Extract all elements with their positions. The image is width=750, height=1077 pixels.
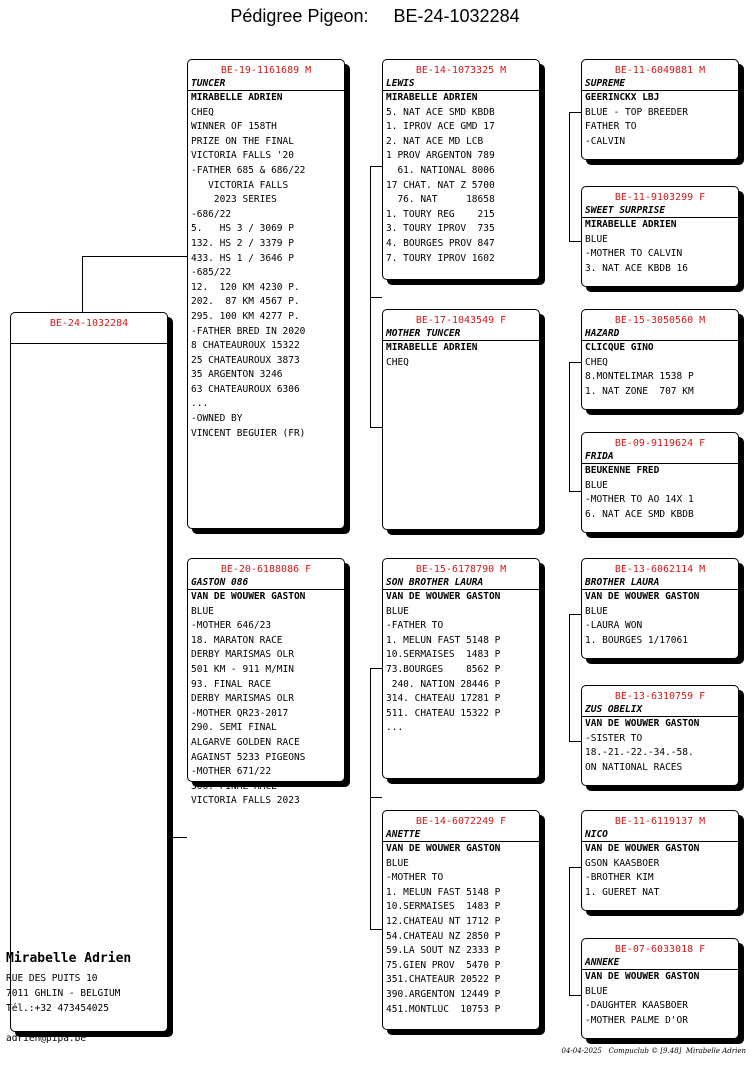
owner-name: MIRABELLE ADRIEN bbox=[386, 342, 478, 353]
info-line: 59.LA SOUT NZ 2333 P bbox=[386, 945, 501, 957]
pigeon-name: ANNEKE bbox=[582, 957, 738, 970]
info-line: 2. NAT ACE MD LCB bbox=[386, 135, 484, 147]
info-line: -MOTHER TO CALVIN bbox=[585, 248, 683, 260]
info-line: 1. BOURGES 1/17061 bbox=[585, 634, 688, 646]
connector bbox=[569, 362, 570, 492]
info-line: -FATHER 685 & 686/22 bbox=[191, 164, 306, 176]
print-stamp: 04-04-2025 Compuclub © [9.48] Mirabelle Adrien bbox=[561, 1047, 746, 1055]
ring-number: BE-11-9103299 F bbox=[614, 192, 706, 203]
info-line: 2023 SERIES bbox=[191, 194, 277, 206]
owner-name: VAN DE WOUWER GASTON bbox=[585, 843, 700, 854]
info-line: 5. NAT ACE SMD KBDB bbox=[386, 106, 495, 118]
info-line: 17 CHAT. NAT Z 5700 bbox=[386, 179, 495, 191]
pigeon-name: SUPREME bbox=[582, 78, 738, 91]
sire-dam-dam-card[interactable] bbox=[581, 432, 739, 533]
ring-number: BE-11-6049881 M bbox=[614, 65, 706, 76]
owner-name: VAN DE WOUWER GASTON bbox=[191, 591, 306, 602]
pigeon-name: BROTHER LAURA bbox=[582, 577, 738, 590]
info-line: 511. CHATEAU 15322 P bbox=[386, 707, 501, 719]
info-line: 8 CHATEAUROUX 15322 bbox=[191, 340, 300, 352]
sire-sire-dam-card[interactable] bbox=[581, 186, 739, 287]
owner-name: MIRABELLE ADRIEN bbox=[191, 92, 283, 103]
info-line: 390.ARGENTON 12449 P bbox=[386, 988, 501, 1000]
pigeon-name: ANETTE bbox=[383, 829, 539, 842]
info-line: 1. MELUN FAST 5148 P bbox=[386, 886, 501, 898]
info-line: VINCENT BEGUIER (FR) bbox=[191, 427, 306, 439]
sire-dam-sire-card[interactable] bbox=[581, 309, 739, 410]
pigeon-name: SWEET SURPRISE bbox=[582, 205, 738, 218]
info-line: BLUE bbox=[386, 857, 409, 869]
dam-sire-sire-card[interactable] bbox=[581, 558, 739, 659]
info-line: 61. NATIONAL 8006 bbox=[386, 164, 495, 176]
pigeon-name: NICO bbox=[582, 829, 738, 842]
info-line: DERBY MARISMAS OLR bbox=[191, 693, 294, 705]
info-line: 501 KM - 911 M/MIN bbox=[191, 663, 294, 675]
owner-name: CLICQUE GINO bbox=[585, 342, 654, 353]
owner-name: GEERINCKX LBJ bbox=[585, 92, 660, 103]
info-line: ON NATIONAL RACES bbox=[585, 761, 683, 773]
info-line: -MOTHER QR23-2017 bbox=[191, 707, 289, 719]
ring-number: BE-14-1073325 M bbox=[415, 65, 507, 76]
info-line: CHEQ bbox=[585, 356, 608, 368]
breeder-address: RUE DES PUITS 10 bbox=[6, 973, 98, 984]
pigeon-name: HAZARD bbox=[582, 328, 738, 341]
info-line: ALGARVE GOLDEN RACE bbox=[191, 736, 300, 748]
info-line: CHEQ bbox=[191, 106, 214, 118]
info-line: -686/22 bbox=[191, 208, 232, 220]
sire-card[interactable] bbox=[187, 59, 345, 529]
info-line: 8.MONTELIMAR 1538 P bbox=[585, 371, 694, 383]
info-line: -MOTHER TO bbox=[386, 872, 444, 884]
dam-sire-dam-card[interactable] bbox=[581, 685, 739, 786]
info-line: -MOTHER 671/22 bbox=[191, 766, 272, 778]
connector bbox=[569, 741, 581, 742]
dam-sire-card[interactable] bbox=[382, 558, 540, 779]
owner-name: VAN DE WOUWER GASTON bbox=[386, 591, 501, 602]
connector bbox=[569, 362, 581, 363]
info-line: FATHER TO bbox=[585, 121, 637, 133]
subject-card[interactable] bbox=[10, 312, 168, 1032]
connector bbox=[370, 668, 382, 669]
info-line: BLUE bbox=[191, 605, 214, 617]
info-line: 18. MARATON RACE bbox=[191, 634, 283, 646]
connector bbox=[569, 491, 581, 492]
ring-number: BE-17-1043549 F bbox=[415, 315, 507, 326]
connector bbox=[569, 614, 581, 615]
info-line: 73.BOURGES 8562 P bbox=[386, 663, 501, 675]
ring-number: BE-15-6178790 M bbox=[415, 564, 507, 575]
info-line: -MOTHER PALME D'OR bbox=[585, 1014, 688, 1026]
info-line: -OWNED BY bbox=[191, 413, 243, 425]
ring-number: BE-14-6072249 F bbox=[415, 816, 507, 827]
ring-number: BE-24-1032284 bbox=[49, 318, 129, 329]
pigeon-name: MOTHER TUNCER bbox=[383, 328, 539, 341]
info-line: 75.GIEN PROV 5470 P bbox=[386, 959, 501, 971]
connector bbox=[569, 241, 581, 242]
info-line: 6. NAT ACE SMD KBDB bbox=[585, 508, 694, 520]
info-line: 63 CHATEAUROUX 6306 bbox=[191, 383, 300, 395]
connector bbox=[569, 867, 570, 996]
info-line: AGAINST 5233 PIGEONS bbox=[191, 751, 306, 763]
info-line: 290. SEMI FINAL bbox=[191, 722, 277, 734]
info-line: ... bbox=[386, 722, 404, 734]
connector bbox=[370, 797, 382, 798]
pigeon-name: GASTON 086 bbox=[188, 577, 344, 590]
info-line: 351.CHATEAUR 20522 P bbox=[386, 974, 501, 986]
owner-name: VAN DE WOUWER GASTON bbox=[386, 843, 501, 854]
connector bbox=[569, 995, 581, 996]
connector bbox=[370, 427, 382, 428]
info-line: BLUE bbox=[585, 479, 608, 491]
pigeon-name: SON BROTHER LAURA bbox=[383, 577, 539, 590]
dam-dam-card[interactable] bbox=[382, 810, 540, 1030]
info-line: ... bbox=[191, 398, 209, 410]
ring-number: BE-09-9119624 F bbox=[614, 438, 706, 449]
info-line: -LAURA WON bbox=[585, 620, 643, 632]
pigeon-name: TUNCER bbox=[188, 78, 344, 91]
dam-dam-dam-card[interactable] bbox=[581, 938, 739, 1039]
info-line: 1. IPROV ACE GMD 17 bbox=[386, 121, 495, 133]
ring-number: BE-15-3050560 M bbox=[614, 315, 706, 326]
ring-number: BE-13-6062114 M bbox=[614, 564, 706, 575]
connector bbox=[569, 112, 581, 113]
connector bbox=[569, 867, 581, 868]
page-title: Pédigree Pigeon: BE-24-1032284 bbox=[230, 6, 520, 26]
info-line: BLUE - TOP BREEDER bbox=[585, 106, 688, 118]
owner-name: VAN DE WOUWER GASTON bbox=[585, 971, 700, 982]
connector bbox=[82, 256, 83, 314]
pigeon-name: FRIDA bbox=[582, 451, 738, 464]
info-line: 451.MONTLUC 10753 P bbox=[386, 1003, 501, 1015]
ring-number: BE-11-6119137 M bbox=[614, 816, 706, 827]
info-line: GSON KAASBOER bbox=[585, 857, 660, 869]
owner-name: BEUKENNE FRED bbox=[585, 465, 660, 476]
info-line: 54.CHATEAU NZ 2850 P bbox=[386, 930, 501, 942]
info-line: -DAUGHTER KAASBOER bbox=[585, 1000, 688, 1012]
info-line: 240. NATION 28446 P bbox=[386, 678, 501, 690]
info-line: 5. HS 3 / 3069 P bbox=[191, 223, 294, 235]
pigeon-name bbox=[11, 331, 167, 344]
info-line: -BROTHER KIM bbox=[585, 872, 654, 884]
info-line: BLUE bbox=[585, 985, 608, 997]
info-line: VICTORIA FALLS 2023 bbox=[191, 795, 300, 807]
info-line: 1. TOURY REG 215 bbox=[386, 208, 495, 220]
breeder-name: Mirabelle Adrien bbox=[6, 951, 132, 966]
info-line: 1. MELUN FAST 5148 P bbox=[386, 634, 501, 646]
info-line: 18.-21.-22.-34.-58. bbox=[585, 747, 694, 759]
sire-dam-card[interactable] bbox=[382, 309, 540, 530]
connector bbox=[370, 668, 371, 930]
owner-name: VAN DE WOUWER GASTON bbox=[585, 718, 700, 729]
info-line: -FATHER TO bbox=[386, 620, 444, 632]
info-line: 433. HS 1 / 3646 P bbox=[191, 252, 294, 264]
info-line: BLUE bbox=[585, 233, 608, 245]
info-line: 4. BOURGES PROV 847 bbox=[386, 237, 495, 249]
info-line: -SISTER TO bbox=[585, 732, 643, 744]
info-line: VICTORIA FALLS '20 bbox=[191, 150, 294, 162]
info-line: -FATHER BRED IN 2020 bbox=[191, 325, 306, 337]
info-line: -MOTHER TO AO 14X 1 bbox=[585, 494, 694, 506]
dam-card[interactable] bbox=[187, 558, 345, 807]
owner-name: MIRABELLE ADRIEN bbox=[585, 219, 677, 230]
breeder-email[interactable]: adrien@pipa.be bbox=[6, 1033, 87, 1044]
breeder-city: 7011 GHLIN - BELGIUM bbox=[6, 988, 121, 999]
info-line: -685/22 bbox=[191, 267, 232, 279]
connector bbox=[370, 166, 382, 167]
info-line: 10.SERMAISES 1483 P bbox=[386, 649, 501, 661]
ring-number: BE-13-6310759 F bbox=[614, 691, 706, 702]
owner-name: MIRABELLE ADRIEN bbox=[386, 92, 478, 103]
pigeon-name: LEWIS bbox=[383, 78, 539, 91]
connector bbox=[82, 256, 187, 257]
dam-dam-sire-card[interactable] bbox=[581, 810, 739, 911]
info-line: 314. CHATEAU 17281 P bbox=[386, 693, 501, 705]
info-line: 1 PROV ARGENTON 789 bbox=[386, 150, 495, 162]
info-line: 93. FINAL RACE bbox=[191, 678, 272, 690]
info-line: 3. TOURY IPROV 735 bbox=[386, 223, 495, 235]
info-line: 3. NAT ACE KBDB 16 bbox=[585, 262, 688, 274]
info-line: 7. TOURY IPROV 1602 bbox=[386, 252, 495, 264]
info-line: 295. 100 KM 4277 P. bbox=[191, 310, 300, 322]
info-line: 1. GUERET NAT bbox=[585, 886, 660, 898]
info-line: 12. 120 KM 4230 P. bbox=[191, 281, 300, 293]
ring-number: BE-07-6033018 F bbox=[614, 944, 706, 955]
info-line: CHEQ bbox=[386, 356, 409, 368]
info-line: 25 CHATEAUROUX 3873 bbox=[191, 354, 300, 366]
info-line: BLUE bbox=[386, 605, 409, 617]
info-line: VICTORIA FALLS bbox=[191, 179, 289, 191]
pigeon-name: ZUS OBELIX bbox=[582, 704, 738, 717]
info-line: 10.SERMAISES 1483 P bbox=[386, 901, 501, 913]
info-line: 12.CHATEAU NT 1712 P bbox=[386, 915, 501, 927]
info-line: 1. NAT ZONE 707 KM bbox=[585, 385, 694, 397]
connector bbox=[569, 614, 570, 742]
sire-sire-card[interactable] bbox=[382, 59, 540, 280]
info-line: DERBY MARISMAS OLR bbox=[191, 649, 294, 661]
info-line: -CALVIN bbox=[585, 135, 626, 147]
ring-number: BE-20-6188086 F bbox=[220, 564, 312, 575]
info-line: 35 ARGENTON 3246 bbox=[191, 369, 283, 381]
info-line: 132. HS 2 / 3379 P bbox=[191, 237, 294, 249]
ring-number: BE-19-1161689 M bbox=[220, 65, 312, 76]
sire-sire-sire-card[interactable] bbox=[581, 59, 739, 160]
info-line: -MOTHER 646/23 bbox=[191, 620, 272, 632]
info-line: BLUE bbox=[585, 605, 608, 617]
owner-name: VAN DE WOUWER GASTON bbox=[585, 591, 700, 602]
info-line: 76. NAT 18658 bbox=[386, 194, 495, 206]
connector bbox=[370, 297, 382, 298]
info-line: 306. FINAL RACE bbox=[191, 780, 277, 792]
info-line: 202. 87 KM 4567 P. bbox=[191, 296, 300, 308]
connector bbox=[569, 112, 570, 242]
info-line: WINNER OF 158TH bbox=[191, 121, 277, 133]
breeder-phone: Tél.:+32 473454025 bbox=[6, 1003, 109, 1014]
connector bbox=[370, 929, 382, 930]
info-line: PRIZE ON THE FINAL bbox=[191, 135, 294, 147]
